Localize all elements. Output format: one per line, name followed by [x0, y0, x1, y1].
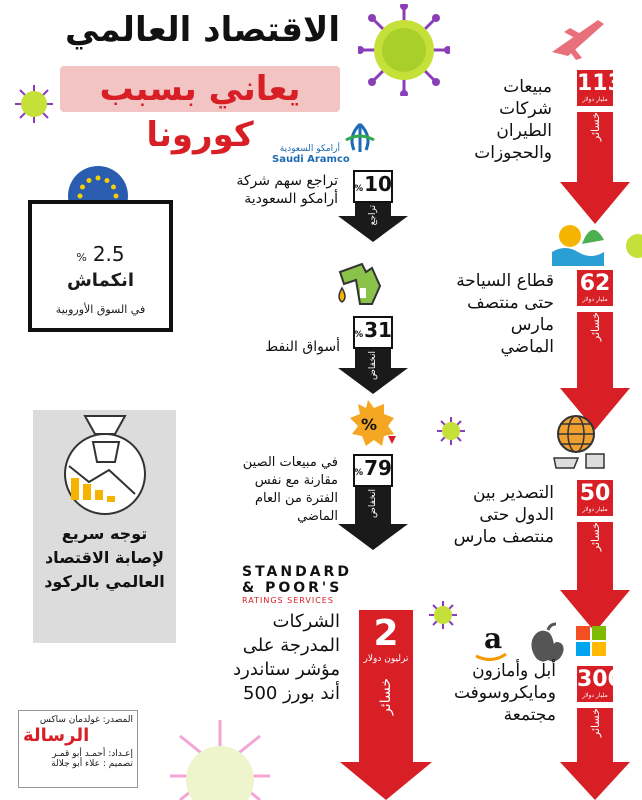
- description-text: في مبيعات الصين مقارنة مع نفس الفترة من العام الماضي: [242, 455, 338, 524]
- description-text: مبيعات شركات الطيران والحجوزات: [474, 77, 552, 163]
- virus-icon: [436, 416, 466, 446]
- page-subtitle: يعاني بسبب كورونا: [99, 69, 301, 155]
- sp-line1: STANDARD: [242, 564, 352, 580]
- prepared-by: إعـداد: أحمـد أبو قمـر: [52, 749, 133, 759]
- virus-icon: [14, 84, 54, 124]
- decline-value: 31: [364, 318, 392, 342]
- virus-icon: [428, 600, 458, 630]
- loss-unit: مليار دولار: [582, 692, 608, 699]
- percent-sign: %: [76, 251, 87, 264]
- description-text: أبل وأمازون ومايكروسوفت مجتمعة: [453, 661, 556, 725]
- loss-arrow: [560, 270, 630, 430]
- virus-icon: [358, 4, 450, 96]
- description-text: أسواق النفط: [265, 339, 340, 355]
- loss-value: 62: [579, 271, 611, 296]
- loss-unit: مليار دولار: [582, 296, 608, 303]
- aramco-emblem-icon: [340, 120, 380, 156]
- virus-icon: [620, 226, 642, 266]
- decline-arrow: [338, 454, 408, 550]
- sp-line2: & POOR'S: [242, 580, 343, 596]
- decline-arrow: [338, 316, 408, 394]
- loss-arrow: [560, 70, 630, 224]
- aramco-logo: [272, 120, 382, 170]
- euro-headline: انكماش: [66, 270, 135, 291]
- publisher-logo: الرسالة: [23, 725, 90, 746]
- arrow-label: خسائر: [588, 708, 602, 738]
- description-text: تراجع سهم شركة أرامكو السعودية: [236, 173, 338, 207]
- airplane-icon: [548, 12, 606, 62]
- loss-value: 50: [579, 481, 611, 506]
- aramco-english: Saudi Aramco: [272, 154, 350, 165]
- arrow-label: خسائر: [588, 312, 602, 342]
- loss-unit: مليار دولار: [582, 506, 608, 513]
- credits-box: [18, 710, 138, 788]
- percent-sign: %: [354, 468, 364, 478]
- globe-trade-icon: [548, 410, 612, 474]
- description-text: الشركات المدرجة على مؤشر ستاندرد أند بورز 500: [233, 611, 340, 704]
- gray-box-text: توجه سريع لإصابة الاقتصاد العالمي بالركود: [44, 524, 165, 591]
- arrow-label: تراجع: [368, 205, 378, 226]
- beach-icon: [552, 214, 604, 266]
- svg-text:%: %: [361, 415, 378, 434]
- arrow-label: خسائر: [588, 112, 602, 142]
- aramco-arabic: أرامكو السعودية: [279, 144, 340, 154]
- designed-by: تصميم : علاء أبو جلالة: [51, 759, 133, 769]
- gray-box: [33, 410, 176, 643]
- percent-sign: %: [354, 184, 364, 194]
- loss-arrow: [560, 666, 630, 800]
- loss-unit: ترليون دولار: [363, 654, 409, 664]
- decline-value: 10: [364, 172, 392, 196]
- arrow-label: انخفاض: [368, 489, 378, 518]
- loss-arrow: [560, 480, 630, 632]
- arrow-label: انخفاض: [368, 351, 378, 380]
- svg-text:a: a: [484, 622, 503, 655]
- money-bag-icon: [49, 412, 161, 516]
- arrow-label: خسائر: [588, 522, 602, 552]
- percent-sign: %: [354, 330, 364, 340]
- description-text: قطاع السياحة حتى منتصف مارس الماضي: [456, 271, 554, 357]
- description-text: التصدير بين الدول حتى منتصف مارس: [453, 483, 554, 547]
- decline-arrow: [338, 170, 408, 242]
- source-text: المصدر: غولدمان ساكس: [39, 715, 133, 725]
- decline-value: 79: [364, 456, 392, 480]
- loss-arrow: [340, 610, 432, 800]
- virus-icon: [160, 716, 280, 800]
- euro-box: [28, 200, 173, 332]
- discount-icon: [344, 398, 398, 448]
- arrow-label: خسائر: [378, 678, 394, 716]
- euro-value: 2.5: [92, 242, 125, 266]
- loss-value: 113: [577, 71, 623, 96]
- loss-value: 2: [373, 613, 399, 654]
- loss-value: 300: [577, 667, 623, 692]
- fuel-nozzle-icon: [332, 258, 384, 312]
- page-title: الاقتصاد العالمي: [64, 10, 340, 50]
- euro-sub: في السوق الأوروبية: [55, 303, 146, 316]
- sp-logo: [242, 564, 368, 605]
- sp-line3: RATINGS SERVICES: [242, 596, 334, 605]
- loss-unit: مليار دولار: [582, 96, 608, 103]
